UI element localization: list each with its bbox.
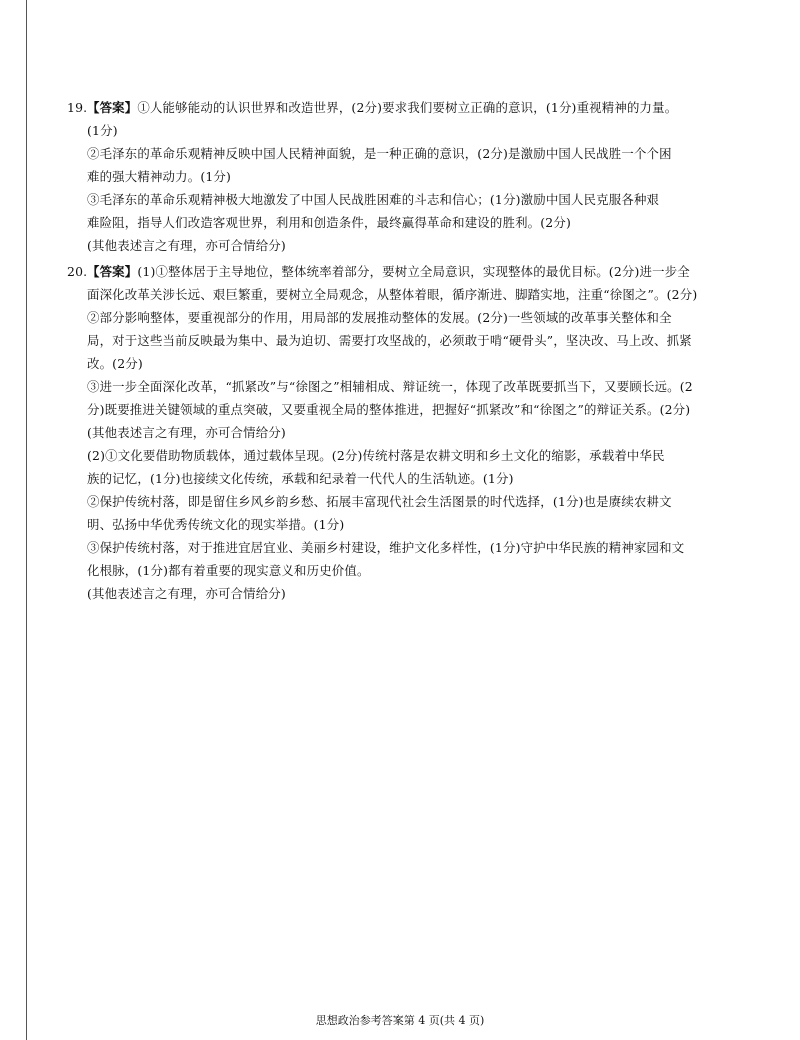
- answer-19-line: (1分): [87, 123, 118, 138]
- answer-20: [67, 260, 727, 605]
- answer-20-line: 面深化改革关涉长远、艰巨繁重，要树立全局观念，从整体着眼，循序渐进、脚踏实地，注重“徐图之”。(2分): [87, 287, 698, 302]
- answer-20-line: 局，对于这些当前反映最为集中、最为迫切、需要打攻坚战的，必须敢于啃“硬骨头”，坚决改、马上改、抓紧: [87, 333, 692, 348]
- answer-19-line: ②毛泽东的革命乐观精神反映中国人民精神面貌，是一种正确的意识，(2分)是激励中国人民战胜一个个困: [87, 146, 672, 161]
- answer-20-note: (其他表述言之有理，亦可合情给分): [87, 425, 286, 440]
- answer-20-line: 明、弘扬中华优秀传统文化的现实举措。(1分): [87, 517, 345, 532]
- answer-19-line: [87, 96, 727, 119]
- answer-20-line: 分)既要推进关键领域的重点突破，又要重视全局的整体推进，把握好“抓紧改”和“徐图之”的辩证关系。(2分): [87, 402, 691, 417]
- answer-20-line: ③保护传统村落，对于推进宜居宜业、美丽乡村建设，维护文化多样性，(1分)守护中华民族的精神家园和文: [87, 540, 685, 555]
- question-number-19: 19.: [67, 100, 88, 115]
- left-margin-rule: [26, 0, 27, 1040]
- page-footer: 思想政治参考答案第 4 页(共 4 页): [315, 1014, 485, 1027]
- answer-19-line: 难的强大精神动力。(1分): [87, 169, 232, 184]
- answer-20-line-text: (1)①整体居于主导地位，整体统率着部分，要树立全局意识，实现整体的最优目标。(2分)进一步全: [137, 264, 690, 279]
- answer-20-line: [87, 260, 727, 283]
- answer-20-line: 族的记忆，(1分)也接续文化传统，承载和纪录着一代代人的生活轨迹。(1分): [87, 471, 514, 486]
- answer-20-line: ②部分影响整体，要重视部分的作用，用局部的发展推动整体的发展。(2分)一些领域的改革事关整体和全: [87, 310, 672, 325]
- answer-tag-20: 【答案】: [87, 264, 138, 279]
- answer-19-line: 难险阻，指导人们改造客观世界，利用和创造条件，最终赢得革命和建设的胜利。(2分): [87, 215, 572, 230]
- question-number-20: 20.: [67, 264, 88, 279]
- answer-20-line: ②保护传统村落，即是留住乡风乡韵乡愁、拓展丰富现代社会生活图景的时代选择，(1分)也是赓续农耕文: [87, 494, 672, 509]
- answer-20-line: 化根脉，(1分)都有着重要的现实意义和历史价值。: [87, 563, 370, 578]
- answer-20-line: (2)①文化要借助物质载体，通过载体呈现。(2分)传统村落是农耕文明和乡土文化的缩影，承载着中华民: [87, 448, 665, 463]
- answer-19-note: (其他表述言之有理，亦可合情给分): [87, 238, 286, 253]
- answer-19: [67, 96, 727, 257]
- answer-tag-19: 【答案】: [87, 100, 138, 115]
- answer-19-line-text: ①人能够能动的认识世界和改造世界，(2分)要求我们要树立正确的意识，(1分)重视精神的力量。: [137, 100, 678, 115]
- answer-20-note: (其他表述言之有理，亦可合情给分): [87, 586, 286, 601]
- answer-19-line: ③毛泽东的革命乐观精神极大地激发了中国人民战胜困难的斗志和信心；(1分)激励中国人民克服各种艰: [87, 192, 660, 207]
- answer-20-line: 改。(2分): [87, 356, 143, 371]
- answer-content: [67, 96, 727, 605]
- answer-20-line: ③进一步全面深化改革，“抓紧改”与“徐图之”相辅相成、辩证统一，体现了改革既要抓当下，又要顾长远。(2: [87, 379, 693, 394]
